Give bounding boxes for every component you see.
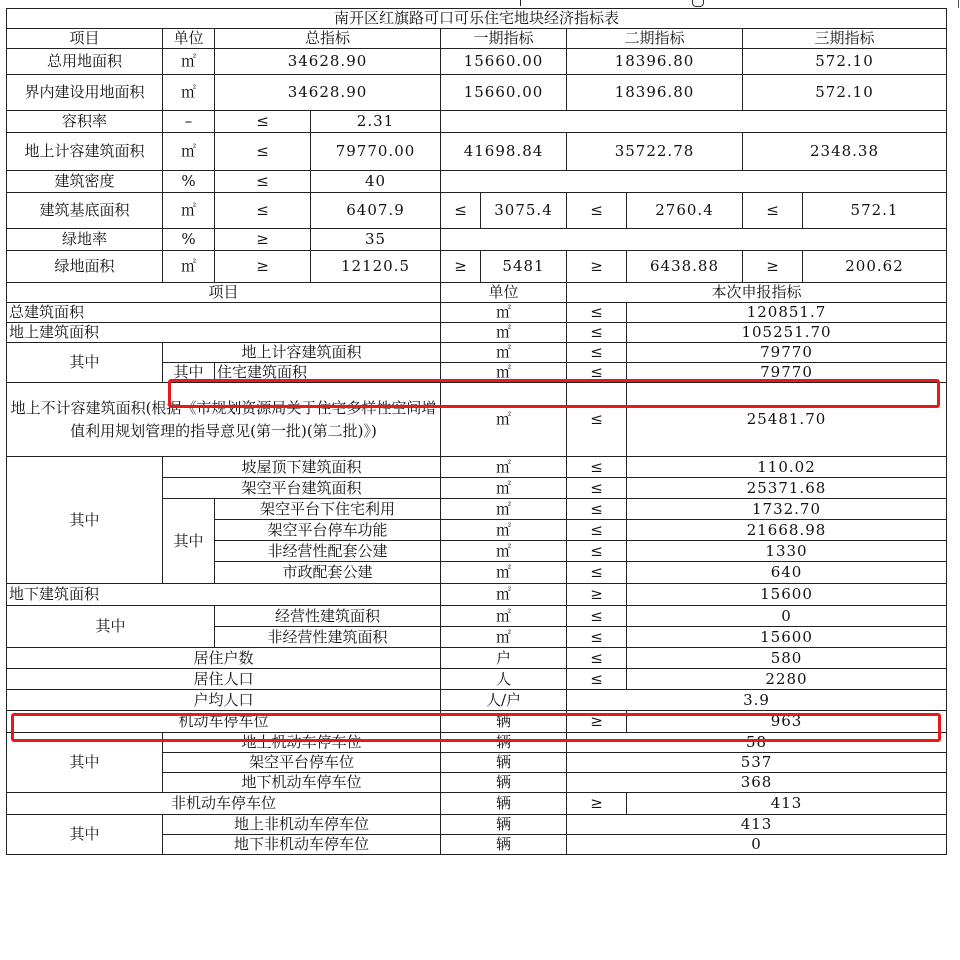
row-unit: ㎡ xyxy=(441,562,567,584)
top-strip-mark xyxy=(692,0,704,7)
table-row xyxy=(7,711,947,733)
row-phase1: 15660.00 xyxy=(441,75,567,111)
row-phase2: 18396.80 xyxy=(567,75,743,111)
row-unit: – xyxy=(163,111,215,133)
row-unit: ㎡ xyxy=(163,193,215,229)
row-unit: % xyxy=(163,171,215,193)
row-label: 绿地面积 xyxy=(7,251,163,283)
row-value: 110.02 xyxy=(627,457,947,478)
row-operator: ≤ xyxy=(215,111,311,133)
row-value: 0 xyxy=(627,606,947,627)
row-operator: ≤ xyxy=(567,457,627,478)
row-label: 居住人口 xyxy=(7,669,441,690)
table-row xyxy=(7,49,947,75)
row-operator: ≤ xyxy=(567,303,627,323)
row-label: 地上计容建筑面积 xyxy=(163,343,441,363)
phase2-operator: ≥ xyxy=(567,251,627,283)
table-title: 南开区红旗路可口可乐住宅地块经济指标表 xyxy=(7,9,947,29)
row-unit: ㎡ xyxy=(441,343,567,363)
row-unit: ㎡ xyxy=(163,75,215,111)
header-phase1: 一期指标 xyxy=(441,29,567,49)
phase1-operator: ≤ xyxy=(441,193,481,229)
row-value: 25481.70 xyxy=(627,383,947,457)
row-phase1: 15660.00 xyxy=(441,49,567,75)
row-total: 34628.90 xyxy=(215,49,441,75)
table-row xyxy=(7,343,947,363)
row-unit: 辆 xyxy=(441,711,567,733)
row-operator: ≤ xyxy=(567,669,627,690)
table-row xyxy=(7,229,947,251)
row-value: 1732.70 xyxy=(627,499,947,520)
row-unit: 户 xyxy=(441,648,567,669)
row-unit: ㎡ xyxy=(441,363,567,383)
group-label-qizhong: 其中 xyxy=(7,457,163,584)
row-label: 架空平台停车位 xyxy=(163,753,441,773)
table-row xyxy=(7,648,947,669)
row-unit: 辆 xyxy=(441,733,567,753)
row-unit: ㎡ xyxy=(441,520,567,541)
row-total: 12120.5 xyxy=(311,251,441,283)
row-label: 地上建筑面积 xyxy=(7,323,441,343)
row-operator: ≤ xyxy=(215,133,311,171)
row-label: 建筑基底面积 xyxy=(7,193,163,229)
row-value: 2280 xyxy=(627,669,947,690)
row-value: 3.9 xyxy=(567,690,947,711)
row-unit: ㎡ xyxy=(441,584,567,606)
row-value: 25371.68 xyxy=(627,478,947,499)
row-unit: ㎡ xyxy=(441,499,567,520)
table-row xyxy=(7,171,947,193)
row-label: 绿地率 xyxy=(7,229,163,251)
row-total: 34628.90 xyxy=(215,75,441,111)
empty-cell xyxy=(441,229,947,251)
top-strip-mark xyxy=(520,0,521,6)
row-operator: ≥ xyxy=(567,711,627,733)
table-row xyxy=(7,793,947,815)
row-unit: ㎡ xyxy=(163,133,215,171)
header-total: 总指标 xyxy=(215,29,441,49)
row-phase2: 2760.4 xyxy=(627,193,743,229)
table-row xyxy=(7,193,947,229)
row-unit: ㎡ xyxy=(163,251,215,283)
row-unit: 辆 xyxy=(441,835,567,855)
row-value: 21668.98 xyxy=(627,520,947,541)
row-label: 非经营性建筑面积 xyxy=(215,627,441,648)
header-declared-value: 本次申报指标 xyxy=(567,283,947,303)
row-value: 963 xyxy=(627,711,947,733)
row-phase1: 3075.4 xyxy=(481,193,567,229)
table-row xyxy=(7,584,947,606)
row-unit: 人 xyxy=(441,669,567,690)
row-phase2: 18396.80 xyxy=(567,49,743,75)
row-operator: ≤ xyxy=(215,193,311,229)
row-phase3: 2348.38 xyxy=(743,133,947,171)
row-unit: % xyxy=(163,229,215,251)
row-value: 105251.70 xyxy=(627,323,947,343)
row-operator: ≤ xyxy=(567,478,627,499)
row-unit: ㎡ xyxy=(441,627,567,648)
row-phase3: 572.10 xyxy=(743,49,947,75)
row-label: 地下非机动车停车位 xyxy=(163,835,441,855)
row-label: 界内建设用地面积 xyxy=(7,75,163,111)
row-unit: 辆 xyxy=(441,773,567,793)
row-label: 坡屋顶下建筑面积 xyxy=(163,457,441,478)
row-label: 户均人口 xyxy=(7,690,441,711)
row-value: 413 xyxy=(567,815,947,835)
group-label-qizhong: 其中 xyxy=(7,606,215,648)
row-value: 58 xyxy=(567,733,947,753)
row-unit: ㎡ xyxy=(441,323,567,343)
row-phase3: 572.10 xyxy=(743,75,947,111)
header-phase2: 二期指标 xyxy=(567,29,743,49)
group-label-qizhong: 其中 xyxy=(7,733,163,793)
row-phase2: 35722.78 xyxy=(567,133,743,171)
table-row xyxy=(7,669,947,690)
row-label: 经营性建筑面积 xyxy=(215,606,441,627)
row-value: 640 xyxy=(627,562,947,584)
row-label: 建筑密度 xyxy=(7,171,163,193)
row-unit: ㎡ xyxy=(441,383,567,457)
row-label: 地上不计容建筑面积(根据《市规划资源局关于住宅多样性空间增值利用规划管理的指导意见(第一批)(第二批)》) xyxy=(7,383,441,457)
table-row xyxy=(7,323,947,343)
row-value: 1330 xyxy=(627,541,947,562)
row-label: 地上机动车停车位 xyxy=(163,733,441,753)
table-row xyxy=(7,383,947,457)
table-row xyxy=(7,690,947,711)
row-phase2: 6438.88 xyxy=(627,251,743,283)
row-label: 地下建筑面积 xyxy=(7,584,441,606)
group-label-qizhong: 其中 xyxy=(163,363,215,383)
row-unit: ㎡ xyxy=(441,606,567,627)
table-row xyxy=(7,457,947,478)
header-item: 项目 xyxy=(7,29,163,49)
row-operator: ≤ xyxy=(567,363,627,383)
phase3-operator: ≥ xyxy=(743,251,803,283)
row-label: 架空平台下住宅利用 xyxy=(215,499,441,520)
empty-cell xyxy=(441,111,947,133)
table-row xyxy=(7,111,947,133)
row-operator: ≤ xyxy=(567,323,627,343)
row-label: 地上非机动车停车位 xyxy=(163,815,441,835)
group-label-qizhong: 其中 xyxy=(7,343,163,383)
header-unit: 单位 xyxy=(163,29,215,49)
row-label: 住宅建筑面积 xyxy=(215,363,441,383)
row-total: 2.31 xyxy=(311,111,441,133)
table-row xyxy=(7,303,947,323)
empty-cell xyxy=(441,171,947,193)
table-row xyxy=(7,606,947,627)
row-value: 413 xyxy=(627,793,947,815)
phase3-operator: ≤ xyxy=(743,193,803,229)
row-operator: ≤ xyxy=(567,648,627,669)
table-header-row xyxy=(7,29,947,49)
table-header-row xyxy=(7,283,947,303)
row-phase3: 200.62 xyxy=(803,251,947,283)
phase2-operator: ≤ xyxy=(567,193,627,229)
header-unit: 单位 xyxy=(441,283,567,303)
row-phase3: 572.1 xyxy=(803,193,947,229)
header-item: 项目 xyxy=(7,283,441,303)
row-label: 架空平台建筑面积 xyxy=(163,478,441,499)
row-unit: 辆 xyxy=(441,793,567,815)
row-label: 地上计容建筑面积 xyxy=(7,133,163,171)
row-operator: ≥ xyxy=(567,584,627,606)
row-value: 0 xyxy=(567,835,947,855)
row-unit: ㎡ xyxy=(441,478,567,499)
row-label: 架空平台停车功能 xyxy=(215,520,441,541)
top-strip-mark xyxy=(958,0,959,8)
row-operator: ≤ xyxy=(567,562,627,584)
row-label: 容积率 xyxy=(7,111,163,133)
row-value: 79770 xyxy=(627,343,947,363)
table-row xyxy=(7,133,947,171)
table-row xyxy=(7,733,947,753)
row-total: 6407.9 xyxy=(311,193,441,229)
row-label: 地下机动车停车位 xyxy=(163,773,441,793)
row-label: 总用地面积 xyxy=(7,49,163,75)
table-row xyxy=(7,815,947,835)
row-value: 368 xyxy=(567,773,947,793)
phase1-operator: ≥ xyxy=(441,251,481,283)
row-unit: ㎡ xyxy=(163,49,215,75)
row-total: 79770.00 xyxy=(311,133,441,171)
row-unit: 人/户 xyxy=(441,690,567,711)
row-phase1: 41698.84 xyxy=(441,133,567,171)
row-label: 非机动车停车位 xyxy=(7,793,441,815)
row-label: 居住户数 xyxy=(7,648,441,669)
row-label: 非经营性配套公建 xyxy=(215,541,441,562)
row-label: 机动车停车位 xyxy=(7,711,441,733)
row-value: 15600 xyxy=(627,584,947,606)
top-strip xyxy=(0,0,960,8)
row-phase1: 5481 xyxy=(481,251,567,283)
row-operator: ≤ xyxy=(215,171,311,193)
row-operator: ≤ xyxy=(567,627,627,648)
economic-indicator-table xyxy=(6,8,947,855)
row-value: 15600 xyxy=(627,627,947,648)
row-operator: ≤ xyxy=(567,541,627,562)
header-phase3: 三期指标 xyxy=(743,29,947,49)
row-operator: ≤ xyxy=(567,520,627,541)
row-operator: ≤ xyxy=(567,499,627,520)
row-unit: 辆 xyxy=(441,753,567,773)
row-unit: ㎡ xyxy=(441,303,567,323)
row-operator: ≤ xyxy=(567,606,627,627)
group-label-qizhong: 其中 xyxy=(163,499,215,584)
row-total: 40 xyxy=(311,171,441,193)
row-operator: ≥ xyxy=(215,251,311,283)
row-operator: ≤ xyxy=(567,383,627,457)
row-label: 总建筑面积 xyxy=(7,303,441,323)
row-label: 市政配套公建 xyxy=(215,562,441,584)
group-label-qizhong: 其中 xyxy=(7,815,163,855)
row-unit: ㎡ xyxy=(441,541,567,562)
table-row xyxy=(7,251,947,283)
row-operator: ≤ xyxy=(567,343,627,363)
row-value: 580 xyxy=(627,648,947,669)
table-row xyxy=(7,75,947,111)
row-unit: 辆 xyxy=(441,815,567,835)
row-unit: ㎡ xyxy=(441,457,567,478)
row-total: 35 xyxy=(311,229,441,251)
row-operator: ≥ xyxy=(215,229,311,251)
row-value: 537 xyxy=(567,753,947,773)
row-value: 120851.7 xyxy=(627,303,947,323)
row-value: 79770 xyxy=(627,363,947,383)
row-operator: ≥ xyxy=(567,793,627,815)
